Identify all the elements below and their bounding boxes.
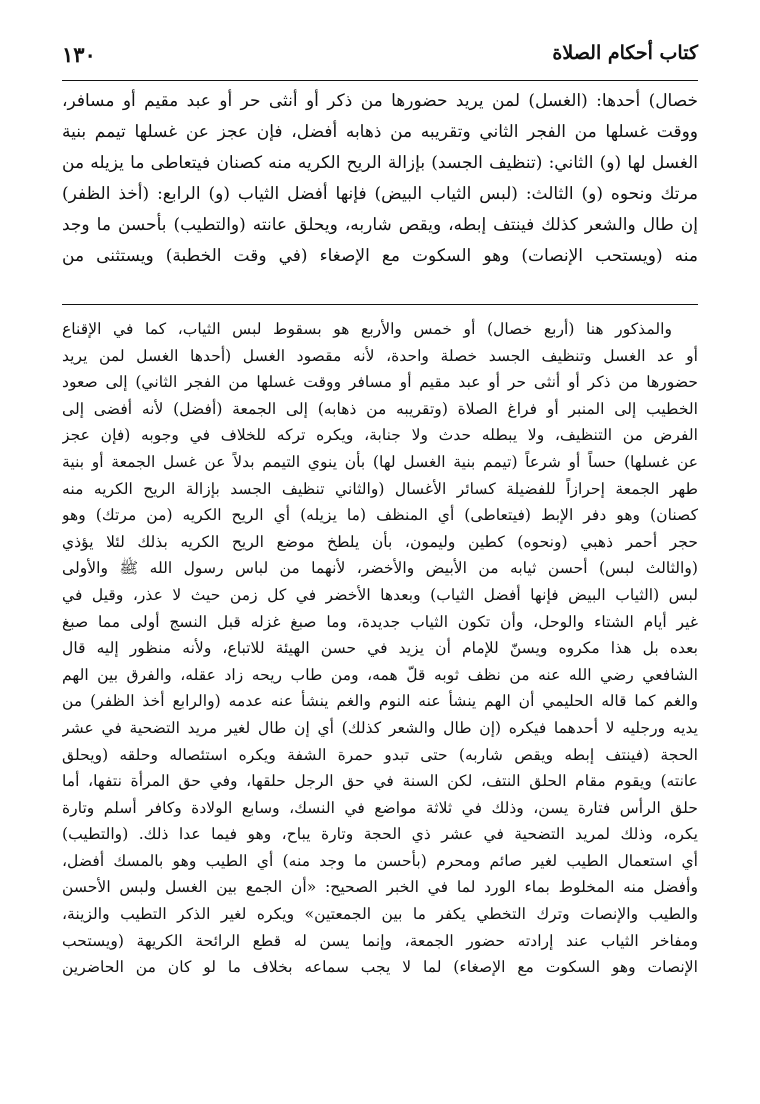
text-line: عانته) ويقوم مقام الحلق النتف، لكن السنة في حق الرجل حلقها، وفي حق المرأة نتفها، أما: [62, 772, 698, 791]
text-line: لبس (الثياب البيض فإنها أفضل الثياب) وبعدها الأخضر في كل زمن حيث لا عذر، وقيل في: [62, 585, 698, 604]
text-line: أي استعمال الطيب لغير صائم ومحرم (بأحسن ما وجد منه) أي الطيب وهو بالمسك أفضل،: [62, 851, 698, 870]
text-line: الخطيب إلى المنبر أو فراغ الصلاة (وتقريبه من ذهابه) إلى الجمعة (أفضل) لأنه أفضى إلى: [62, 399, 698, 418]
text-line: يديه ورجليه لا أحدهما فيكره (إن طال والشعر كذلك) أي إن طال لغير مريد التضحية في عشر: [62, 718, 698, 737]
text-line: عن غسلها) حساً أو شرعاً (تيمم بنية الغسل لها) بأن ينوي التيمم بدلاً عن غسل الجمعة أو بنية: [62, 452, 698, 471]
text-line: والمذكور هنا (أربع خصال) أو خمس والأربع هو بسقوط لبس الثياب، كما في الإقناع: [62, 320, 672, 338]
text-line: وأفضل منه المخلوط بماء الورد لما في الخبر الصحيح: «أن الجمع بين الغسل ولبس الأحسن: [62, 878, 698, 897]
text-line: طهر الجمعة إحرازاً للفضيلة كسائر الأغسال (والثاني تنظيف الجسد بإزالة الريح الكريه منه: [62, 479, 698, 498]
page-number: ١٣٠: [62, 42, 96, 67]
text-line: بعده بل هذا مكروه ويسنّ للإمام أن يزيد في حسن الهيئة للاتباع، ولأنه منظور إليه قال: [62, 639, 698, 658]
text-line: حضورها من ذكر أو أنثى حر أو عبد مقيم أو مسافر ووقت غسلها من الفجر الثاني) إلى صعود: [62, 373, 698, 392]
text-line: حجر أحمر ذهبي (ونحوه) كطين وليمون، بأن يلطخ موضع الريح الكريه بذلك لئلا يؤذي: [62, 532, 698, 551]
text-line: خصال) أحدها: (الغسل) لمن يريد حضورها من ذكر أو أنثى حر أو عبد مقيم أو مسافر،: [62, 91, 698, 111]
text-line: والغم كما قاله الحليمي أن الهم ينشأ عنه النوم والغم ينشأ عنه عدمه (والرابع أخذ الظفر) من: [62, 692, 698, 711]
commentary-text: [62, 316, 698, 981]
text-line: الإنصات وهو السكوت مع الإصغاء) لما لا يجب سماعه بخلاف ما لو كان من الحاضرين: [62, 958, 698, 977]
text-line: الفرض من التنظيف، ولا يبطله حدث ولا جنابة، ويكره تركه للخلاف في وجوبه (فإن عجز: [62, 426, 698, 445]
text-line: الحجة (فينتف إبطه ويقص شاربه) حتى تبدو حمرة الشفة ويكره استئصاله وحلقه (ويحلق: [62, 745, 698, 764]
header-rule: [62, 80, 698, 81]
text-line: ووقت غسلها من الفجر الثاني وتقريبه من ذهابه أفضل، فإن عجز عن غسلها تيمم بنية: [62, 122, 698, 143]
text-line: إن طال والشعر كذلك فينتف إبطه، ويقص شاربه، ويحلق عانته (والتطيب) بأحسن ما وجد: [62, 215, 698, 236]
book-title: كتاب أحكام الصلاة: [552, 42, 698, 64]
footnote-separator: [62, 304, 698, 305]
text-line: أو عد الغسل وتنظيف الجسد خصلة واحدة، لأنه مقصود الغسل (أحدها الغسل لمن يريد: [62, 346, 698, 365]
text-line: ومفاخر الثياب عند إرادته حضور الجمعة، وإنما يسن له قطع الرائحة الكريهة (ويستحب: [62, 931, 698, 950]
running-header: [62, 38, 698, 78]
text-line: يكره، وذلك لمريد التضحية في عشر ذي الحجة وتارة يباح، وهو فيما عدا ذلك. (والتطيب): [62, 825, 698, 844]
text-line: الشافعي رضي الله عنه من نظف ثوبه قلّ همه، ومن طاب ريحه زاد عقله، والفرق بين الهم: [62, 665, 698, 684]
text-line: (والثالث لبس) أحسن ثيابه من الأبيض والأخضر، لأنهما من لباس رسول الله ﷺ والأولى: [62, 559, 698, 578]
text-line: والطيب والإنصات وترك التخطي يكفر ما بين الجمعتين» ويكره لغير الذكر التطيب والزينة،: [62, 905, 698, 924]
text-line: مرتك ونحوه (و) الثالث: (لبس الثياب البيض) فإنها أفضل الثياب (و) الرابع: (أخذ الظفر): [62, 184, 698, 205]
text-line: حلق الرأس فتارة يسن، وذلك في ثلاثة مواضع في النسك، وسابع الولادة وكافر أسلم وتارة: [62, 798, 698, 817]
text-line: غير أيام الشتاء والوحل، وأن تكون الثياب جديدة، وما صبغ غزله قبل النسج أولى مما صبغ: [62, 612, 698, 631]
text-line: كصنان) وهو دفر الإبط (فيتعاطى) أي المنظف (ما يزيله) أي الريح الكريه (من مرتك) وهو: [62, 506, 698, 525]
matn-text: [62, 86, 698, 273]
text-line: منه (ويستحب الإنصات) وهو السكوت مع الإصغاء (في وقت الخطبة) ويستثنى من: [62, 246, 698, 267]
text-line: الغسل لها (و) الثاني: (تنظيف الجسد) بإزالة الريح الكريه منه كصنان فيتعاطى ما يزيله من: [62, 153, 698, 174]
